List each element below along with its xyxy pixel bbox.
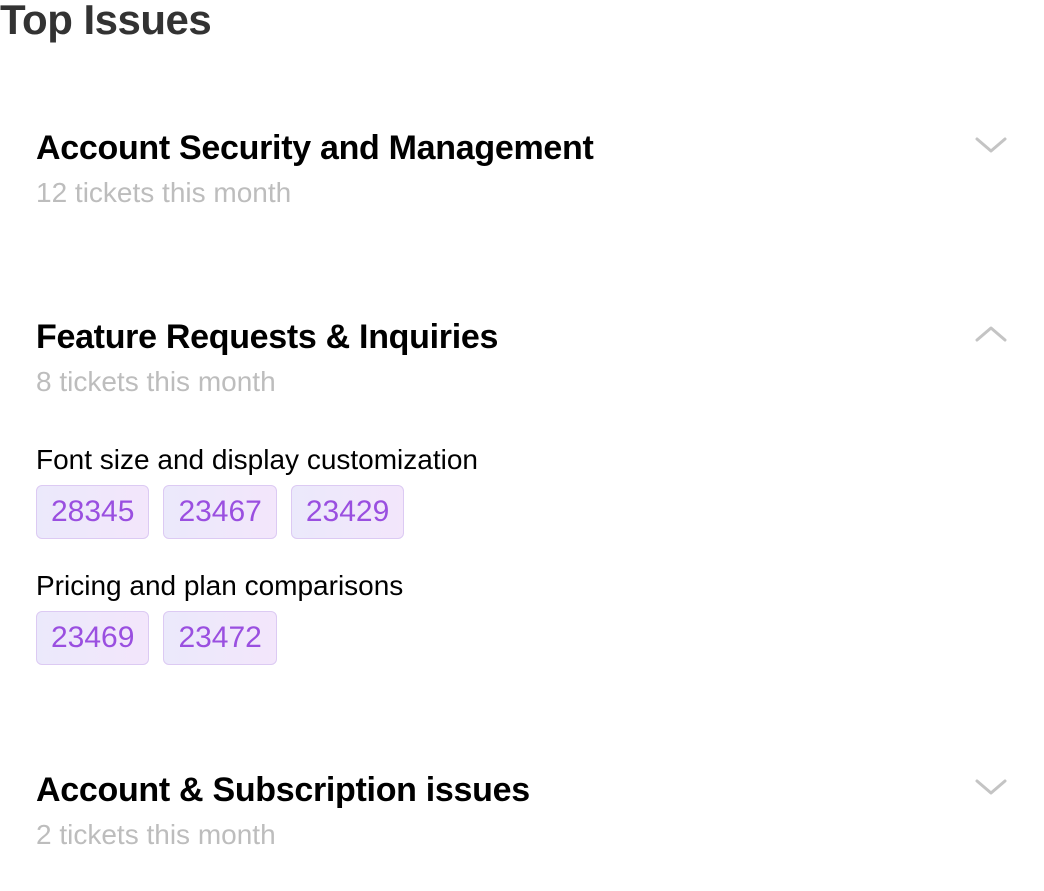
- ticket-tag[interactable]: 23429: [291, 485, 404, 539]
- issue-title: Account & Subscription issues: [36, 771, 530, 809]
- issue-header-account-subscription[interactable]: [36, 770, 1008, 862]
- ticket-tag[interactable]: 23472: [163, 611, 276, 665]
- chevron-down-icon[interactable]: [974, 776, 1008, 798]
- issue-header-feature-requests[interactable]: [36, 317, 1008, 409]
- page-title: Top Issues: [0, 0, 212, 43]
- issue-count: 12 tickets this month: [36, 177, 292, 208]
- subgroup-title: Pricing and plan comparisons: [36, 570, 404, 601]
- issue-count: 8 tickets this month: [36, 366, 276, 397]
- ticket-tag-list: [36, 485, 1008, 539]
- subgroup-title: Font size and display customization: [36, 444, 478, 475]
- chevron-down-icon[interactable]: [974, 134, 1008, 156]
- ticket-tag[interactable]: 28345: [36, 485, 149, 539]
- subgroup-pricing: [36, 569, 1008, 665]
- issue-title: Feature Requests & Inquiries: [36, 318, 499, 356]
- chevron-up-icon[interactable]: [974, 323, 1008, 345]
- ticket-tag[interactable]: 23467: [163, 485, 276, 539]
- issue-header-account-security[interactable]: [36, 128, 1008, 220]
- ticket-tag-list: [36, 611, 1008, 665]
- issue-count: 2 tickets this month: [36, 819, 276, 850]
- issue-title: Account Security and Management: [36, 129, 594, 167]
- ticket-tag[interactable]: 23469: [36, 611, 149, 665]
- subgroup-font-size: [36, 443, 1008, 539]
